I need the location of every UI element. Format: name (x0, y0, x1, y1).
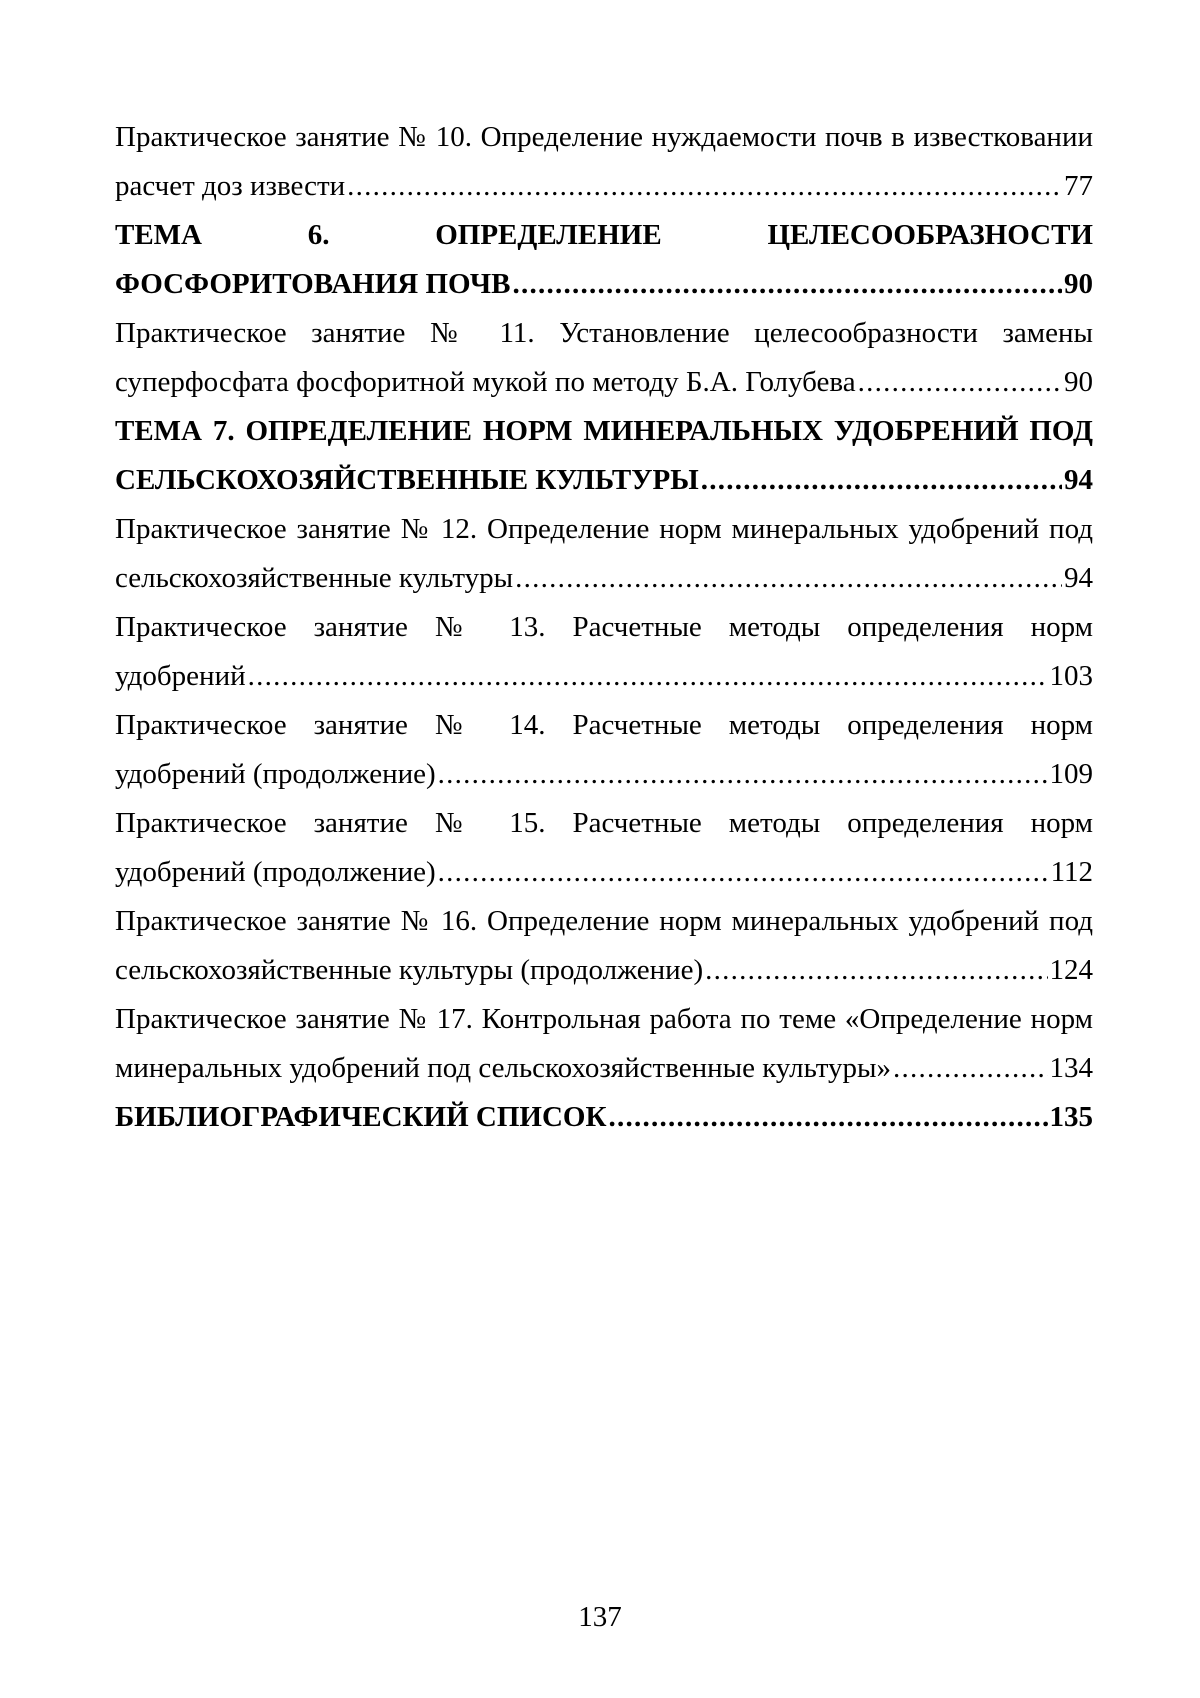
toc-entry-text: удобрений (продолжение) (115, 856, 436, 888)
toc-entry-last-line (115, 946, 1093, 995)
dot-leader (438, 750, 1048, 799)
toc-entry-text-line: Практическое занятие № 15. Расчетные методы определения норм (115, 807, 1093, 839)
toc-entry-last-line (115, 652, 1093, 701)
toc-entry-text: минеральных удобрений под сельскохозяйственные культуры» (115, 1052, 892, 1084)
toc-entry-text-line: Практическое занятие № 16. Определение норм минеральных удобрений под (115, 905, 1093, 937)
dot-leader (347, 162, 1062, 211)
toc-page-number: 112 (1050, 856, 1093, 888)
dot-leader (248, 652, 1048, 701)
toc-entry-text: удобрений (продолжение) (115, 758, 436, 790)
toc-entry-last-line (115, 162, 1093, 211)
dot-leader (515, 554, 1062, 603)
dot-leader (609, 1093, 1048, 1142)
toc-entry-last-line (115, 750, 1093, 799)
toc-section-heading[interactable] (115, 407, 1093, 505)
toc-entry-last-line (115, 1044, 1093, 1093)
toc-entry[interactable] (115, 603, 1093, 701)
toc-entry-text: сельскохозяйственные культуры (продолжение) (115, 954, 704, 986)
toc-section-heading[interactable] (115, 1093, 1093, 1142)
toc-entry-last-line (115, 456, 1093, 505)
toc-page-number: 134 (1049, 1052, 1093, 1084)
toc-page-number: 90 (1064, 268, 1093, 300)
toc-entry-text: СЕЛЬСКОХОЗЯЙСТВЕННЫЕ КУЛЬТУРЫ (115, 464, 699, 496)
toc-entry-text: БИБЛИОГРАФИЧЕСКИЙ СПИСОК (115, 1101, 607, 1133)
dot-leader (893, 1044, 1047, 1093)
toc-page-number: 94 (1064, 562, 1093, 594)
toc-entry-text-line: Практическое занятие № 11. Установление целесообразности замены (115, 317, 1093, 349)
toc-page-number: 94 (1064, 464, 1093, 496)
toc-entry-text: сельскохозяйственные культуры (115, 562, 514, 594)
toc-page-number: 77 (1064, 170, 1093, 202)
toc-entry-text: удобрений (115, 660, 246, 692)
toc-entry[interactable] (115, 505, 1093, 603)
table-of-contents (115, 113, 1093, 1142)
toc-entry-text-line: Практическое занятие № 12. Определение норм минеральных удобрений под (115, 513, 1093, 545)
toc-entry[interactable] (115, 113, 1093, 211)
toc-entry-text-line: Практическое занятие № 13. Расчетные методы определения норм (115, 611, 1093, 643)
dot-leader (513, 260, 1062, 309)
toc-entry[interactable] (115, 799, 1093, 897)
dot-leader (705, 946, 1047, 995)
toc-entry-last-line (115, 848, 1093, 897)
toc-page-number: 103 (1049, 660, 1093, 692)
toc-entry-text: суперфосфата фосфоритной мукой по методу Б.А. Голубева (115, 366, 856, 398)
toc-entry[interactable] (115, 995, 1093, 1093)
toc-section-heading[interactable] (115, 211, 1093, 309)
page-number: 137 (578, 1601, 622, 1633)
dot-leader (438, 848, 1049, 897)
toc-entry[interactable] (115, 897, 1093, 995)
toc-entry-last-line (115, 358, 1093, 407)
toc-page-number: 90 (1064, 366, 1093, 398)
toc-entry-last-line (115, 260, 1093, 309)
toc-entry[interactable] (115, 701, 1093, 799)
toc-entry-text: ФОСФОРИТОВАНИЯ ПОЧВ (115, 268, 511, 300)
toc-entry-text-line: Практическое занятие № 17. Контрольная работа по теме «Определение норм (115, 1003, 1093, 1035)
toc-entry-text-line: ТЕМА 6. ОПРЕДЕЛЕНИЕ ЦЕЛЕСООБРАЗНОСТИ (115, 219, 1093, 251)
toc-page-number: 135 (1049, 1101, 1093, 1133)
dot-leader (701, 456, 1062, 505)
toc-entry[interactable] (115, 309, 1093, 407)
toc-entry-text-line: Практическое занятие № 10. Определение нуждаемости почв в известковании (115, 121, 1093, 153)
toc-entry-last-line (115, 1093, 1093, 1142)
toc-entry-text-line: Практическое занятие № 14. Расчетные методы определения норм (115, 709, 1093, 741)
toc-entry-text-line: ТЕМА 7. ОПРЕДЕЛЕНИЕ НОРМ МИНЕРАЛЬНЫХ УДОБРЕНИЙ ПОД (115, 415, 1093, 447)
dot-leader (858, 358, 1062, 407)
toc-page-number: 109 (1049, 758, 1093, 790)
toc-entry-last-line (115, 554, 1093, 603)
toc-page-number: 124 (1049, 954, 1093, 986)
toc-entry-text: расчет доз извести (115, 170, 346, 202)
